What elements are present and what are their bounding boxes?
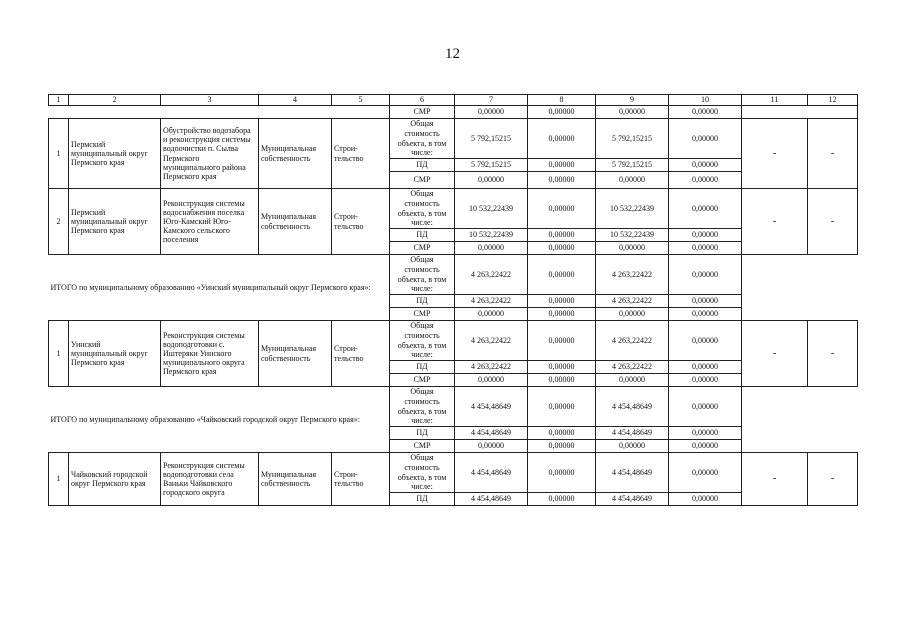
value-cell: 5 792,15215 — [596, 119, 669, 159]
object-name-cell: Обустройство водозабора и реконструкция системы водоочистки п. Сылва Пермского муниципального района Пермского края — [161, 119, 259, 189]
value-cell: 4 263,22422 — [596, 361, 669, 374]
value-cell: 0,00000 — [669, 159, 742, 172]
value-cell: 0,00000 — [528, 361, 596, 374]
kind-cell: ПД — [390, 229, 455, 242]
kind-cell: ПД — [390, 493, 455, 506]
work-type-cell: Строи-тельство — [332, 321, 390, 387]
value-cell: 0,00000 — [455, 172, 528, 189]
value-cell: 0,00000 — [528, 453, 596, 493]
col-header: 1 — [49, 95, 69, 106]
kind-cell: ПД — [390, 159, 455, 172]
value-cell: 0,00000 — [669, 242, 742, 255]
value-cell: 0,00000 — [528, 440, 596, 453]
value-cell: 0,00000 — [528, 427, 596, 440]
owner-cell: Чайковский городской округ Пермского края — [69, 453, 161, 506]
value-cell: 0,00000 — [528, 159, 596, 172]
page-number: 12 — [445, 46, 460, 62]
col11-cell: - — [742, 321, 808, 387]
col-header: 4 — [259, 95, 332, 106]
kind-cell: Общая стоимость объекта, в том числе: — [390, 119, 455, 159]
col11-cell: - — [742, 189, 808, 255]
value-cell: 0,00000 — [455, 374, 528, 387]
col-header: 7 — [455, 95, 528, 106]
value-cell: 4 263,22422 — [455, 361, 528, 374]
value-cell: 0,00000 — [596, 242, 669, 255]
value-cell: 4 263,22422 — [455, 321, 528, 361]
object-name-cell: Реконструкция системы водоснабжения поселка Юго-Камский Юго-Камского сельского поселения — [161, 189, 259, 255]
value-cell: 0,00000 — [528, 242, 596, 255]
investment-table — [48, 94, 858, 506]
value-cell: 0,00000 — [596, 172, 669, 189]
table-row — [49, 321, 858, 361]
table-row — [49, 106, 858, 119]
col-header: 11 — [742, 95, 808, 106]
kind-cell: Общая стоимость объекта, в том числе: — [390, 387, 455, 427]
value-cell: 0,00000 — [455, 242, 528, 255]
col-header: 12 — [808, 95, 858, 106]
value-cell: 0,00000 — [669, 374, 742, 387]
value-cell: 0,00000 — [596, 106, 669, 119]
kind-cell: Общая стоимость объекта, в том числе: — [390, 321, 455, 361]
value-cell: 0,00000 — [596, 440, 669, 453]
value-cell: 4 454,48649 — [455, 453, 528, 493]
table-row — [49, 453, 858, 493]
col-header: 9 — [596, 95, 669, 106]
row-number: 1 — [49, 321, 69, 387]
value-cell: 0,00000 — [528, 295, 596, 308]
value-cell: 0,00000 — [528, 255, 596, 295]
col12-cell: - — [808, 119, 858, 189]
blank-cell — [49, 106, 390, 119]
property-cell: Муниципальная собственность — [259, 119, 332, 189]
value-cell: 0,00000 — [669, 189, 742, 229]
value-cell: 5 792,15215 — [455, 119, 528, 159]
row-number: 1 — [49, 453, 69, 506]
value-cell: 0,00000 — [596, 308, 669, 321]
kind-cell: Общая стоимость объекта, в том числе: — [390, 453, 455, 493]
value-cell: 0,00000 — [528, 229, 596, 242]
kind-cell: ПД — [390, 361, 455, 374]
value-cell: 0,00000 — [669, 295, 742, 308]
property-cell: Муниципальная собственность — [259, 321, 332, 387]
blank-cell — [742, 255, 858, 321]
value-cell: 10 532,22439 — [455, 189, 528, 229]
owner-cell: Пермский муниципальный округ Пермского края — [69, 189, 161, 255]
value-cell: 0,00000 — [528, 172, 596, 189]
row-number: 2 — [49, 189, 69, 255]
col12-cell: - — [808, 453, 858, 506]
work-type-cell: Строи-тельство — [332, 189, 390, 255]
value-cell: 0,00000 — [669, 308, 742, 321]
object-name-cell: Реконструкция системы водоподготовки с. Иштеряки Уинского муниципального округа Пермского края — [161, 321, 259, 387]
kind-cell: СМР — [390, 440, 455, 453]
value-cell: 4 454,48649 — [596, 387, 669, 427]
object-name-cell: Реконструкция системы водоподготовки села Ваньки Чайковского городского округа — [161, 453, 259, 506]
col-header: 6 — [390, 95, 455, 106]
value-cell: 0,00000 — [455, 308, 528, 321]
value-cell: 0,00000 — [528, 119, 596, 159]
col-header: 10 — [669, 95, 742, 106]
value-cell: 0,00000 — [669, 453, 742, 493]
value-cell: 5 792,15215 — [596, 159, 669, 172]
blank-cell — [742, 387, 858, 453]
value-cell: 0,00000 — [528, 189, 596, 229]
value-cell: 4 263,22422 — [455, 295, 528, 308]
col12-cell: - — [808, 189, 858, 255]
value-cell: 4 263,22422 — [596, 321, 669, 361]
value-cell: 4 263,22422 — [596, 255, 669, 295]
table-row — [49, 119, 858, 159]
value-cell: 5 792,15215 — [455, 159, 528, 172]
kind-cell: ПД — [390, 427, 455, 440]
kind-cell: СМР — [390, 308, 455, 321]
value-cell: 0,00000 — [669, 361, 742, 374]
value-cell: 0,00000 — [669, 106, 742, 119]
value-cell: 4 454,48649 — [455, 387, 528, 427]
value-cell: 0,00000 — [596, 374, 669, 387]
value-cell: 0,00000 — [669, 493, 742, 506]
value-cell: 0,00000 — [669, 229, 742, 242]
value-cell: 4 454,48649 — [455, 427, 528, 440]
value-cell: 0,00000 — [528, 106, 596, 119]
value-cell: 0,00000 — [669, 321, 742, 361]
value-cell: 0,00000 — [669, 255, 742, 295]
value-cell: 0,00000 — [669, 387, 742, 427]
table-row — [49, 387, 858, 427]
value-cell: 4 263,22422 — [455, 255, 528, 295]
value-cell: 0,00000 — [528, 308, 596, 321]
value-cell: 0,00000 — [455, 440, 528, 453]
value-cell: 0,00000 — [528, 321, 596, 361]
kind-cell: ПД — [390, 295, 455, 308]
value-cell: 0,00000 — [528, 493, 596, 506]
kind-cell: СМР — [390, 242, 455, 255]
value-cell: 0,00000 — [528, 387, 596, 427]
work-type-cell: Строи-тельство — [332, 119, 390, 189]
col-header: 3 — [161, 95, 259, 106]
value-cell: 4 454,48649 — [455, 493, 528, 506]
property-cell: Муниципальная собственность — [259, 189, 332, 255]
col11-cell: - — [742, 119, 808, 189]
kind-cell: Общая стоимость объекта, в том числе: — [390, 255, 455, 295]
value-cell: 0,00000 — [669, 119, 742, 159]
kind-cell: Общая стоимость объекта, в том числе: — [390, 189, 455, 229]
value-cell: 0,00000 — [669, 427, 742, 440]
value-cell: 4 454,48649 — [596, 453, 669, 493]
blank-cell — [742, 106, 858, 119]
kind-cell: СМР — [390, 172, 455, 189]
value-cell: 4 263,22422 — [596, 295, 669, 308]
total-label: ИТОГО по муниципальному образованию «Чайковский городской округ Пермского края»: — [49, 387, 390, 453]
kind-cell: СМР — [390, 106, 455, 119]
col11-cell: - — [742, 453, 808, 506]
col-header: 2 — [69, 95, 161, 106]
table-row — [49, 189, 858, 229]
total-label: ИТОГО по муниципальному образованию «Уинский муниципальный округ Пермского края»: — [49, 255, 390, 321]
value-cell: 10 532,22439 — [455, 229, 528, 242]
col-header: 8 — [528, 95, 596, 106]
value-cell: 4 454,48649 — [596, 427, 669, 440]
property-cell: Муниципальная собственность — [259, 453, 332, 506]
col12-cell: - — [808, 321, 858, 387]
table-row — [49, 255, 858, 295]
value-cell: 0,00000 — [669, 172, 742, 189]
kind-cell: СМР — [390, 374, 455, 387]
value-cell: 10 532,22439 — [596, 189, 669, 229]
value-cell: 10 532,22439 — [596, 229, 669, 242]
value-cell: 0,00000 — [669, 440, 742, 453]
column-numbers-row — [49, 95, 858, 106]
work-type-cell: Строи-тельство — [332, 453, 390, 506]
owner-cell: Пермский муниципальный округ Пермского края — [69, 119, 161, 189]
col-header: 5 — [332, 95, 390, 106]
owner-cell: Уинский муниципальный округ Пермского края — [69, 321, 161, 387]
value-cell: 0,00000 — [455, 106, 528, 119]
value-cell: 4 454,48649 — [596, 493, 669, 506]
value-cell: 0,00000 — [528, 374, 596, 387]
row-number: 1 — [49, 119, 69, 189]
